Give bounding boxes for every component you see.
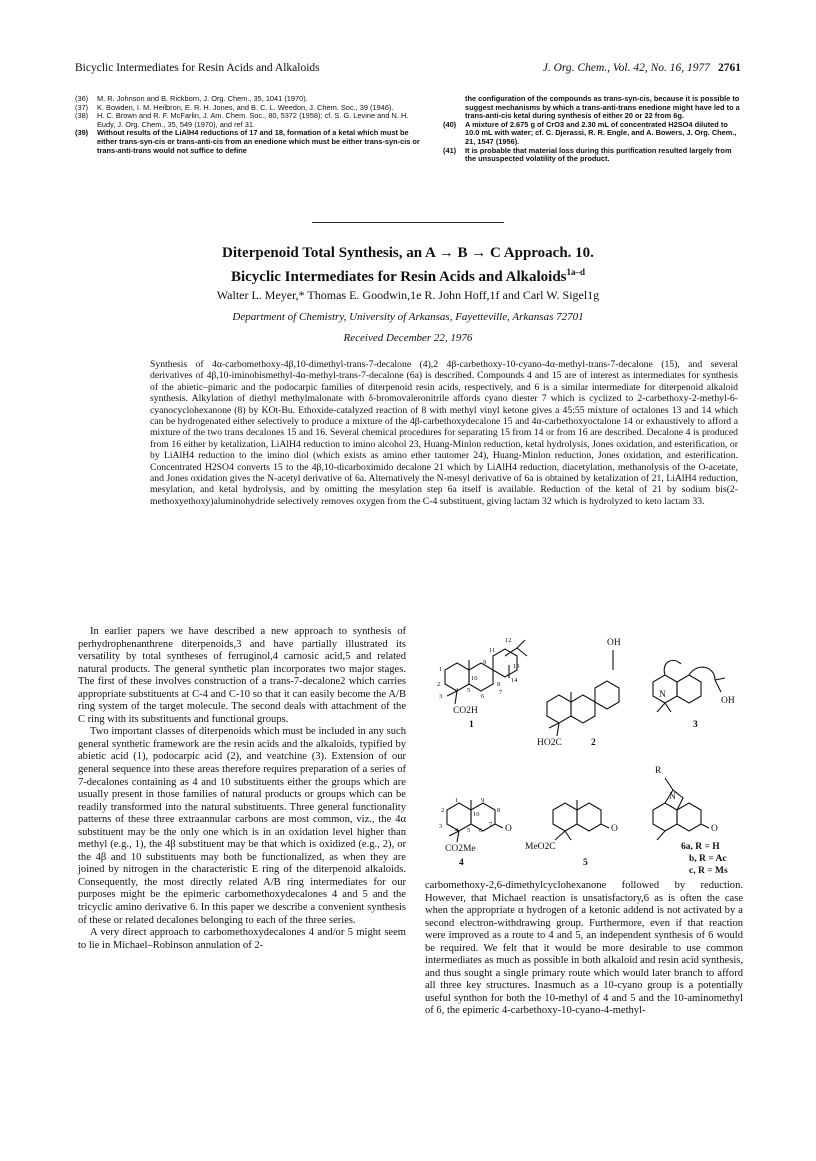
reference-number: (37) <box>75 102 89 112</box>
atom-number: 7 <box>489 821 493 828</box>
paragraph: carbomethoxy-2,6-dimethylcyclohexanone followed by reduction. However, that Michael reaction is unsatisfactory,6 as is often the case when the appropriate α hydrogen of a ketonic addend is not activated by a second electron-withdrawing group. Furthermore, even if that reaction were improved as a route to 4 and 5, an independent synthesis of 6 would be required. We felt that it would be more desirable to use common intermediates as much as possible in both alkaloid and resin acid synthesis, and thus sought a single primary route which would later branch to afford all three key structures. Inasmuch as a 10-cyano group is a potentially useful synthon for both the 10-methyl of 4 and 5 and the 10-aminomethyl of 6, the epimeric 4-carbethoxy-10-cyano-4-methyl- <box>425 880 743 1017</box>
atom-number: 4 <box>455 827 459 834</box>
ketone-oxygen: O <box>505 824 512 834</box>
body-column-right <box>425 880 743 1018</box>
received-date: Received December 22, 1976 <box>343 332 473 344</box>
title-line-2-text: Bicyclic Intermediates for Resin Acids and Alkaloids <box>230 269 567 285</box>
ketone-oxygen: O <box>611 824 618 834</box>
reference-item <box>75 112 421 129</box>
structure-2-podocarpic-acid <box>547 650 619 736</box>
paragraph: A very direct approach to carbomethoxydecalones 4 and/or 5 might seem to lie in Michael–Robinson annulation of 2- <box>78 927 406 951</box>
atom-number: 13 <box>513 663 520 670</box>
reference-item <box>443 147 743 164</box>
atom-number: 14 <box>511 677 518 684</box>
reference-text: H. C. Brown and R. F. McFarlin, J. Am. Chem. Soc., 80, 5372 (1958); cf. S. G. Levine and N. H. Eudy, J. Org. Chem., 35, 549 (1970), and ref 31. <box>97 111 409 129</box>
reference-text: M. R. Johnson and B. Rickborn, J. Org. Chem., 35, 1041 (1970). <box>97 94 308 103</box>
title-line-2 <box>75 263 741 287</box>
atom-number: 2 <box>437 681 441 688</box>
reference-continuation: the configuration of the compounds as trans-syn-cis, because it is possible to suggest mechanisms by which a trans-anti-trans enedione might have led to a trans-anti-cis ketal during synthesis of either 20 or 22 from 6g. <box>465 94 740 121</box>
ketone-oxygen: O <box>711 824 718 834</box>
atom-number: 6 <box>479 827 483 834</box>
title-footnote-marks: 1a–d <box>566 267 586 277</box>
ester-label: MeO2C <box>525 842 556 852</box>
structure-drawings <box>425 620 743 878</box>
structure-3-veatchine <box>653 660 725 712</box>
compound-label-3: 3 <box>693 720 698 730</box>
atom-number: 11 <box>489 647 496 654</box>
atom-number: 10 <box>473 811 480 818</box>
reference-text: A mixture of 2.675 g of CrO3 and 2.30 mL of concentrated H2SO4 diluted to 10.0 mL with water; cf. C. Djerassi, R. R. Engle, and A. Bowers, J. Org. Chem., 21, 1547 (1956). <box>465 119 737 146</box>
series-6b: b, R = Ac <box>689 854 727 864</box>
journal-citation <box>543 62 741 74</box>
structures-figure <box>425 620 743 878</box>
compound-label-1: 1 <box>469 720 474 730</box>
reference-item <box>75 129 421 155</box>
atom-number: 3 <box>439 823 443 830</box>
references-column-left <box>75 95 421 155</box>
page-number: 2761 <box>718 62 741 74</box>
ester-label: CO2Me <box>445 844 476 854</box>
substituent-r: R <box>655 766 662 776</box>
atom-number: 5 <box>467 687 471 694</box>
atom-number: 9 <box>483 659 487 666</box>
running-header <box>75 62 741 78</box>
compound-label-2: 2 <box>591 738 596 748</box>
running-title: Bicyclic Intermediates for Resin Acids and Alkaloids <box>75 62 320 74</box>
references-column-right <box>443 95 743 164</box>
hydroxyl-label: OH <box>721 696 735 706</box>
atom-number: 7 <box>499 689 503 696</box>
compound-label-4: 4 <box>459 858 464 868</box>
atom-number: 1 <box>439 666 443 673</box>
author-list: Walter L. Meyer,* Thomas E. Goodwin,1e R. John Hoff,1f and Carl W. Sigel1g <box>216 288 600 302</box>
atom-number: 10 <box>471 675 478 682</box>
affiliation: Department of Chemistry, University of Arkansas, Fayetteville, Arkansas 72701 <box>232 311 584 323</box>
atom-number: 4 <box>455 687 459 694</box>
atom-number: 6 <box>481 693 485 700</box>
structure-6 <box>653 778 709 840</box>
atom-number: 5 <box>467 827 471 834</box>
hydroxyl-label: OH <box>607 638 621 648</box>
body-column-left <box>78 626 406 952</box>
paragraph: Two important classes of diterpenoids which must be included in any such general synthetic framework are the resin acids and the alkaloids, typified by abietic acid (1), podocarpic acid (2), and veatchine (3). Extension of our general sequence into these areas therefore requires preparation of a series of 7-decalones containing as 4 and 10 substituents either the groups which are usually present in those families of natural products or groups which can be readily transformed into the natural substituents. Three general functionality patterns of these three extraannular carbons are most common, viz., the 4α substituent may be the only one which is in an oxidation level higher than methyl (e.g., 1), the 4β substituent may be that which is oxidized (e.g., 2), or the 4β and 10 substituents may both be functionalized, as when they are joined by nitrogen in the characteristic E ring of the diterpenoid alkaloids. Consequently, the most directly related A/B ring intermediates for our purposes might be the epimeric carbomethoxydecalones 4 and 5 and the tricyclic amino derivative 6. In this paper we describe a convenient synthesis of these or related decalones belonging to each of the three series. <box>78 726 406 926</box>
article-title <box>75 244 741 287</box>
reference-text: K. Bowden, I. M. Heilbron, E. R. H. Jones, and B. C. L. Weedon, J. Chem. Soc., 39 (1946). <box>97 102 394 112</box>
reference-number: (36) <box>75 94 89 103</box>
atom-number: 2 <box>441 807 445 814</box>
carboxylic-acid-label: HO2C <box>537 738 562 748</box>
reference-number: (38) <box>75 111 89 121</box>
atom-number: 3 <box>439 693 443 700</box>
atom-number: 9 <box>481 797 485 804</box>
title-line-1: Diterpenoid Total Synthesis, an A → B → C Approach. 10. <box>222 245 594 261</box>
reference-text: It is probable that material loss during this purification resulted largely from the unsuspected volatility of the product. <box>465 145 732 164</box>
series-6c: c, R = Ms <box>689 866 728 876</box>
reference-item <box>443 121 743 147</box>
section-divider <box>312 222 504 223</box>
journal-name: J. Org. Chem., Vol. 42, No. 16, 1977 <box>542 62 710 74</box>
series-6a: 6a, R = H <box>681 842 720 852</box>
compound-label-5: 5 <box>583 858 588 868</box>
atom-number: 8 <box>497 807 501 814</box>
reference-number: (39) <box>75 128 89 138</box>
abstract: Synthesis of 4α-carbomethoxy-4β,10-dimethyl-trans-7-decalone (4),2 4β-carbethoxy-10-cyano-4α-methyl-trans-7-decalone (15), and several derivatives of 4β,10-iminobismethyl-4α-methyl-trans-7-decalone (6a) is described. Compounds 4 and 15 are of interest as intermediates for synthesis of the abietic–pimaric and the podocarpic families of diterpenoid resin acids, respectively, and 6 is a similar intermediate for diterpenoid alkaloid synthesis. Alkylation of diethyl methylmalonate with δ-bromovaleronitrile affords cyano diester 7 which is cyclized to 2-carbethoxy-2-methyl-6-cyanocyclohexanone (8) by KOt-Bu. Ethoxide-catalyzed reaction of 8 with methyl vinyl ketone gives a 45:55 mixture of octalones 13 and 14 which can be hydrogenated either selectively to produce a mixture of the 4β-carbethoxydecalone 15 and 4α-carbethoxyoctalone 14 or exhaustively to afford a mixture of the two trans decalones 15 and 16. Several chemical procedures for separating 15 from 14 or from 16 are described. Decalone 4 is produced from 16 either by ketalization, LiAlH4 reduction to imino alcohol 23, Huang-Minlon reduction, ketal hydrolysis, Jones oxidation, and esterification, or by LiAlH4 reduction to the imino diol (which exists as amino ether tautomer 24), Huang-Minlon reduction, Jones oxidation, and esterification. Concentrated H2SO4 converts 15 to the 4β,10-dicarboximido decalone 21 which by LiAlH4 reduction, diacetylation, methanolysis of the O-acetate, and Jones oxidation gives the N-acetyl derivative of 6a. Alternatively the N-mesyl derivative of 6a is obtained by ketalization of 21, LiAlH4 reduction, mesylation, and ketal hydrolysis, and by omitting the mesylation step 6a itself is available. Reduction of the ketal of 21 by sodium bis(2-methoxyethoxy)aluminohydride selectively removes oxygen from the C-4 substituent, giving lactam 32 which is hydrolyzed to keto lactam 33. <box>150 359 738 507</box>
atom-number: 1 <box>455 797 459 804</box>
reference-number: (40) <box>443 119 457 129</box>
nitrogen-label: N <box>669 792 676 802</box>
structure-5 <box>553 800 609 840</box>
paragraph: In earlier papers we have described a new approach to synthesis of perhydrophenanthrene diterpenoids,3 and have partially illustrated its versatility by total syntheses of ferruginol,4 carnosic acid,5 and related natural products. The general synthetic plan incorporates two major stages. The first of these involves construction of a trans-7-decalone2 which carries appropriate substituents at C-4 and C-10 so that it can easily become the A/B ring system of the target molecule. The second deals with attachment of the C ring with its substituents and functional groups. <box>78 626 406 725</box>
nitrogen-label: N <box>659 690 666 700</box>
atom-number: 8 <box>497 681 501 688</box>
atom-number: 12 <box>505 637 512 644</box>
carboxylic-acid-label: CO2H <box>453 706 478 716</box>
reference-number: (41) <box>443 145 457 155</box>
reference-text: Without results of the LiAlH4 reductions of 17 and 18, formation of a ketal which must be either trans-syn-cis or trans-anti-cis from an enedione which must be either trans-syn-cis or trans-anti-trans would not suffice to define <box>97 128 420 155</box>
